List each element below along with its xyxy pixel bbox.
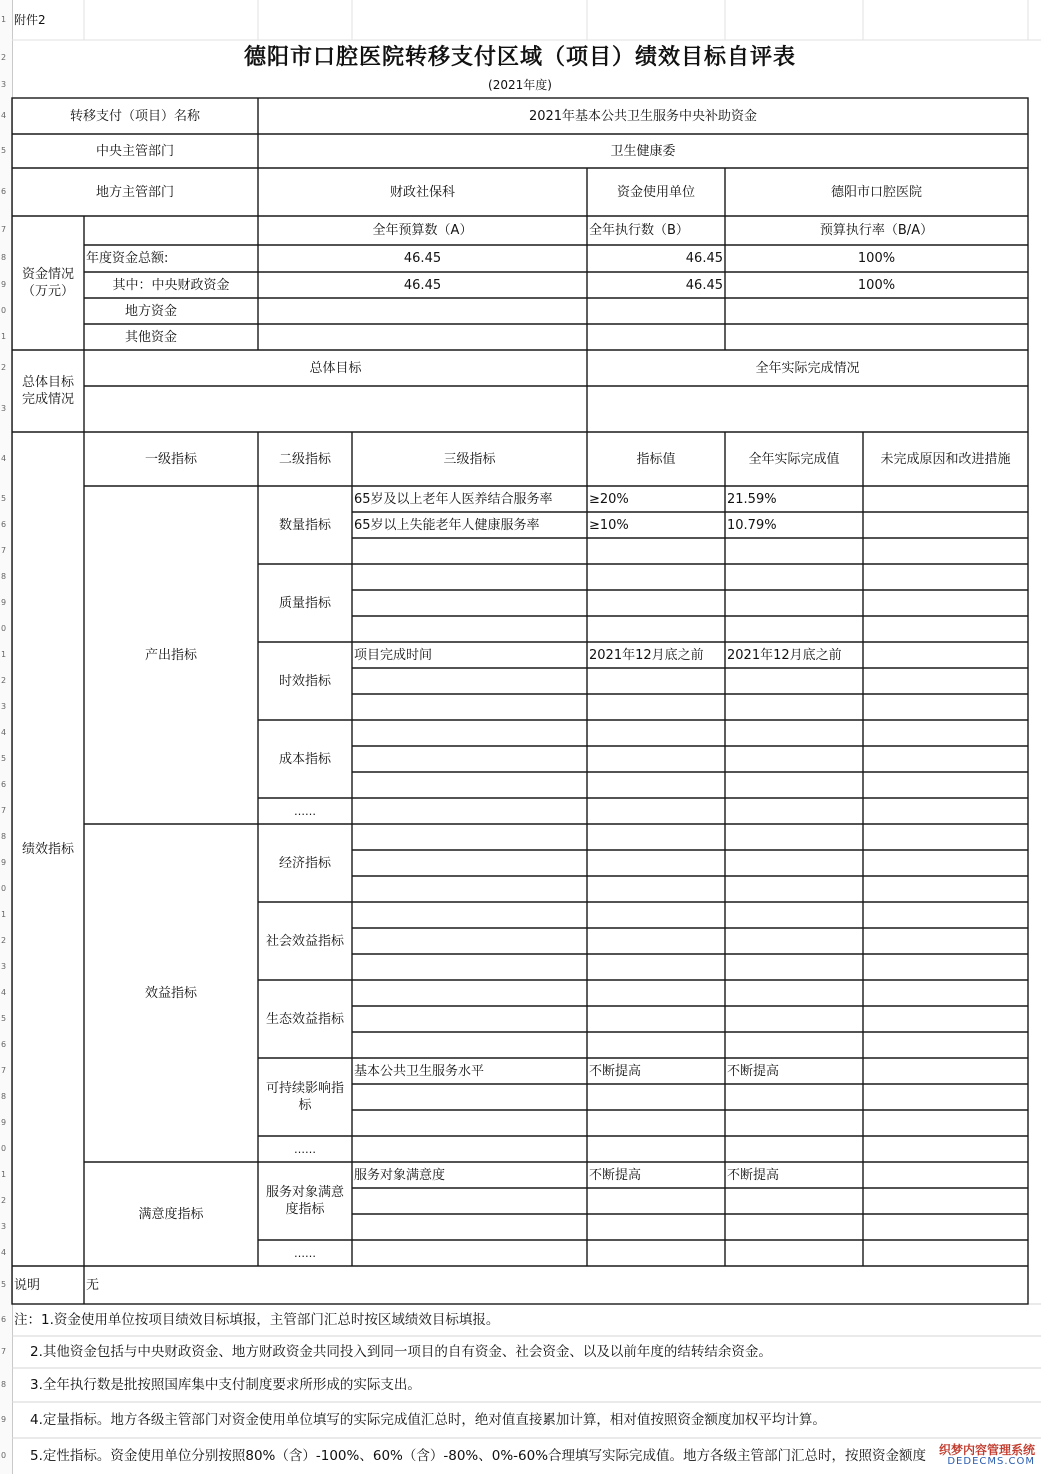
page-title: 德阳市口腔医院转移支付区域（项目）绩效目标自评表 — [243, 44, 796, 70]
level2-ellipsis: …… — [294, 804, 316, 818]
perf-header-level1: 一级指标 — [144, 451, 197, 467]
indicator-actual: 不断提高 — [727, 1063, 780, 1079]
perf-header-target: 指标值 — [636, 451, 676, 467]
watermark-line2: DEDECMS.COM — [947, 1456, 1035, 1467]
funds-row-budget: 46.45 — [403, 251, 442, 266]
indicator-actual: 21.59% — [727, 491, 777, 507]
indicator-name: 65岁以上失能老年人健康服务率 — [354, 517, 540, 533]
funds-row-label: 地方资金 — [124, 303, 177, 319]
indicator-name: 项目完成时间 — [354, 647, 433, 663]
level1-output: 产出指标 — [144, 647, 197, 663]
level2-cost: 成本指标 — [278, 751, 331, 767]
project-name-label: 转移支付（项目）名称 — [69, 108, 200, 124]
level2-service-satisfaction: 服务对象满意 度指标 — [265, 1185, 344, 1217]
level2-ellipsis: …… — [294, 1142, 316, 1156]
project-name-value: 2021年基本公共卫生服务中央补助资金 — [528, 108, 758, 124]
funds-row-label: 其中：中央财政资金 — [112, 277, 230, 293]
local-dept-value: 财政社保科 — [389, 184, 455, 200]
indicator-actual: 不断提高 — [727, 1167, 780, 1183]
funds-row-label: 其他资金 — [124, 329, 177, 345]
funds-row-label: 年度资金总额: — [86, 251, 169, 266]
funds-header-executed: 全年执行数（B） — [589, 223, 689, 238]
perf-section-label: 绩效指标 — [21, 841, 74, 857]
remark-value: 无 — [86, 1277, 100, 1293]
note-line: 4.定量指标。地方各级主管部门对资金使用单位填写的实际完成值汇总时，绝对值直接累加计算，相对值按照资金额度加权平均计算。 — [30, 1411, 826, 1428]
funds-section-label: 资金情况 （万元） — [21, 267, 74, 299]
indicator-actual: 10.79% — [727, 517, 777, 533]
indicator-actual: 2021年12月底之前 — [727, 647, 842, 663]
report-year: (2021年度) — [488, 77, 552, 92]
perf-header-level3: 三级指标 — [443, 451, 496, 467]
funds-row-rate: 100% — [857, 251, 896, 266]
funds-row-executed: 46.45 — [685, 277, 723, 293]
central-dept-label: 中央主管部门 — [95, 143, 174, 159]
fund-user-label: 资金使用单位 — [616, 184, 695, 200]
indicator-target: 不断提高 — [589, 1167, 642, 1183]
perf-header-level2: 二级指标 — [278, 451, 331, 467]
goal-target-header: 总体目标 — [309, 360, 362, 376]
note-line: 2.其他资金包括与中央财政资金、地方财政资金共同投入到同一项目的自有资金、社会资金、以及以前年度的结转结余资金。 — [30, 1343, 772, 1360]
level2-sustainable: 可持续影响指 标 — [265, 1081, 344, 1113]
indicator-target: ≥20% — [589, 491, 629, 507]
indicator-target: 2021年12月底之前 — [589, 647, 704, 663]
perf-header-reason: 未完成原因和改进措施 — [880, 451, 1011, 467]
note-line: 3.全年执行数是批按照国库集中支付制度要求所形成的实际支出。 — [30, 1376, 421, 1393]
level1-benefit: 效益指标 — [144, 985, 197, 1001]
funds-row-budget: 46.45 — [403, 277, 442, 293]
local-dept-label: 地方主管部门 — [95, 184, 174, 200]
funds-row-executed: 46.45 — [685, 251, 723, 266]
watermark — [939, 1444, 1035, 1468]
level2-ellipsis: …… — [294, 1246, 316, 1260]
level2-ecological: 生态效益指标 — [265, 1011, 344, 1027]
funds-row-rate: 100% — [857, 277, 896, 293]
fund-user-value: 德阳市口腔医院 — [830, 184, 922, 200]
goal-section-label: 总体目标 完成情况 — [21, 375, 74, 407]
perf-header-actual: 全年实际完成值 — [748, 451, 840, 467]
level2-quantity: 数量指标 — [278, 517, 331, 533]
level1-satisfaction: 满意度指标 — [138, 1206, 204, 1222]
attachment-label: 附件2 — [14, 12, 46, 27]
indicator-target: ≥10% — [589, 517, 629, 533]
watermark-line1: 织梦内容管理系统 — [938, 1443, 1035, 1457]
note-line: 注：1.资金使用单位按项目绩效目标填报，主管部门汇总时按区域绩效目标填报。 — [14, 1311, 500, 1328]
goal-actual-header: 全年实际完成情况 — [755, 360, 860, 376]
row-header-gutter: 1 2 3 4 5 6 7 8 9 0 1 2 3 4 5 6 7 8 9 0 1 2 3 4 5 6 7 8 9 0 1 2 3 4 5 6 7 8 9 0 1 2 3 4 5 6 7 8 9 0 — [0, 0, 13, 1474]
level2-quality: 质量指标 — [278, 595, 331, 611]
note-line: 5.定性指标。资金使用单位分别按照80%（含）-100%、60%（含）-80%、0%-60%合理填写实际完成值。地方各级主管部门汇总时，按照资金额度 — [30, 1447, 927, 1464]
indicator-target: 不断提高 — [589, 1063, 642, 1079]
level2-economic: 经济指标 — [278, 855, 331, 871]
funds-header-budget: 全年预算数（A） — [372, 223, 473, 238]
indicator-name: 基本公共卫生服务水平 — [354, 1063, 485, 1079]
remark-label: 说明 — [14, 1277, 41, 1293]
indicator-name: 65岁及以上老年人医养结合服务率 — [354, 491, 553, 507]
level2-timeliness: 时效指标 — [278, 673, 331, 689]
indicator-name: 服务对象满意度 — [354, 1167, 446, 1183]
central-dept-value: 卫生健康委 — [610, 143, 676, 159]
level2-social: 社会效益指标 — [265, 933, 344, 949]
funds-header-rate: 预算执行率（B/A） — [819, 223, 934, 238]
